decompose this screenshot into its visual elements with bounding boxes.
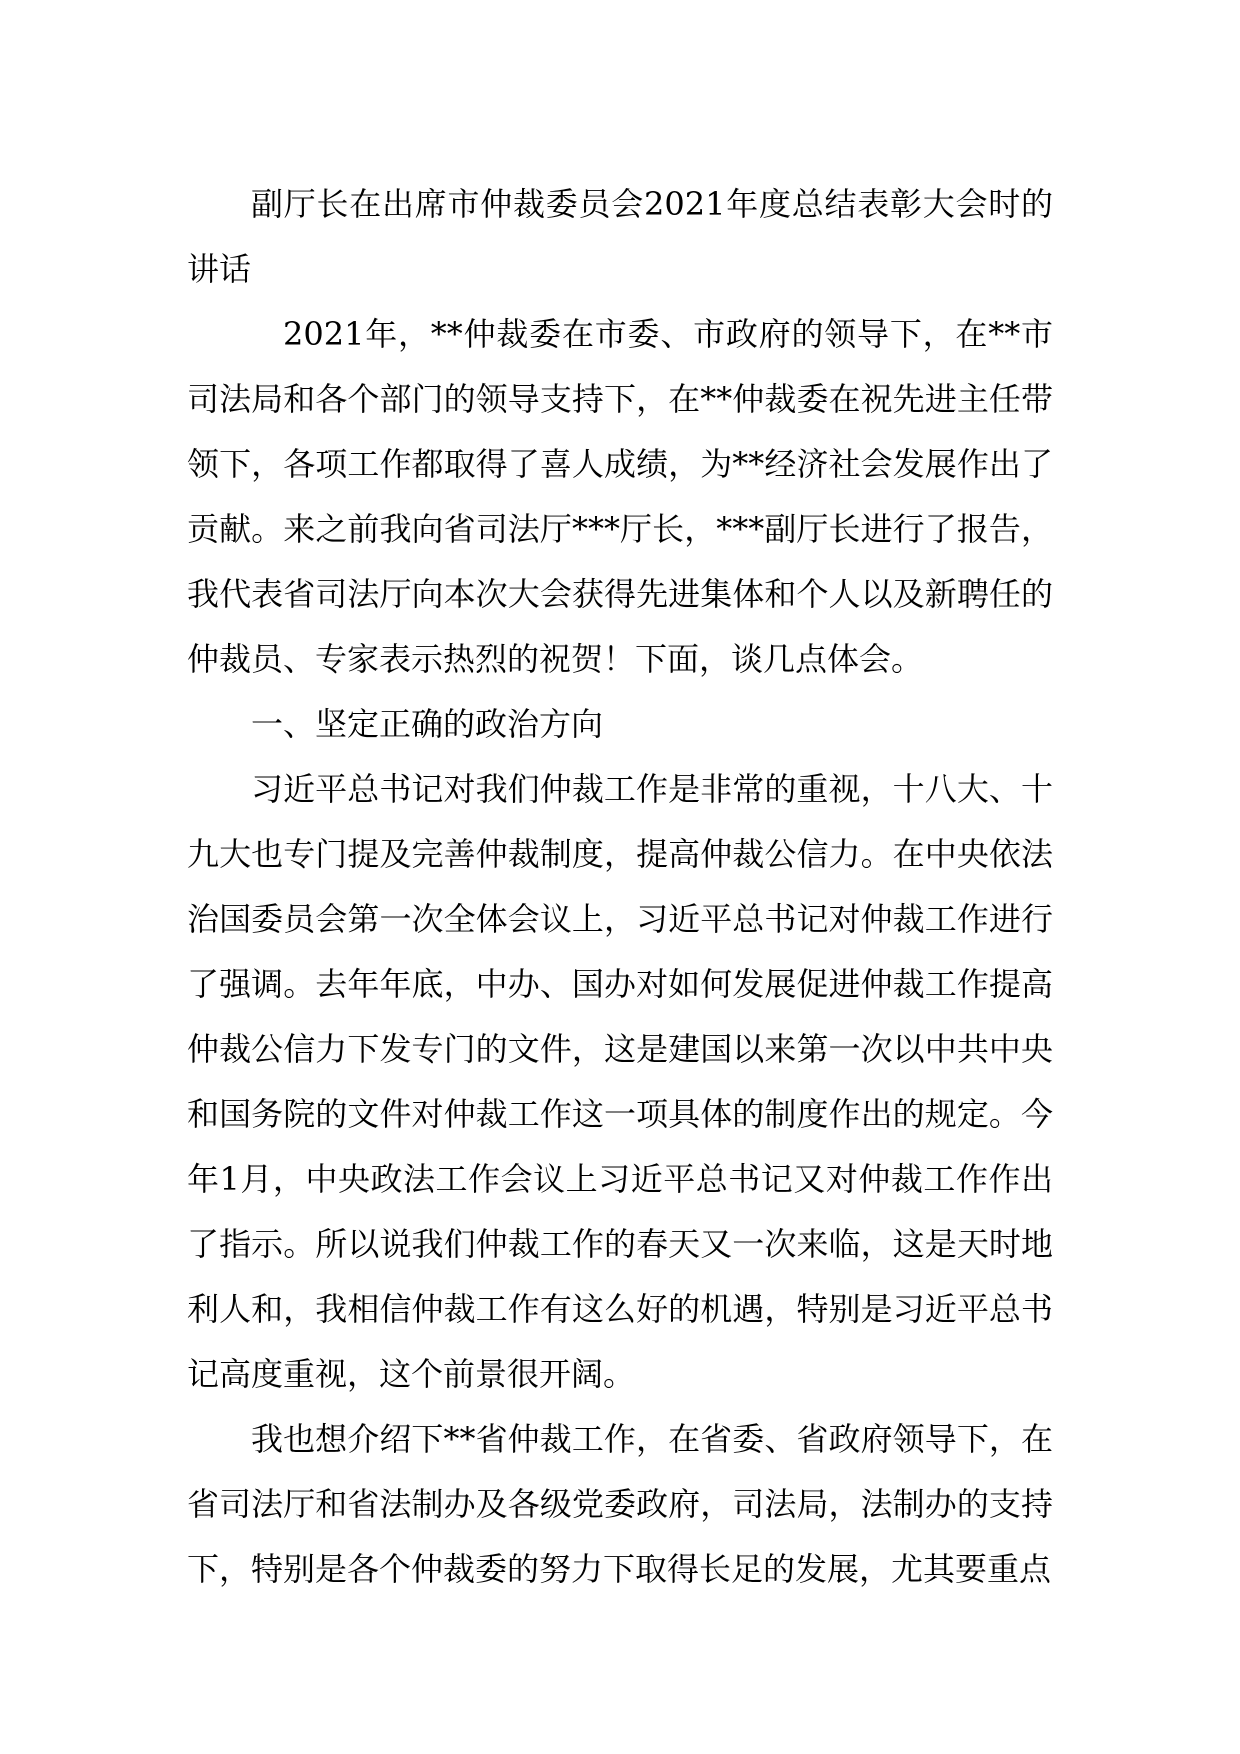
document-title: 副厅长在出席市仲裁委员会2021年度总结表彰大会时的讲话 xyxy=(187,185,1053,288)
document-body xyxy=(187,172,1053,1602)
paragraph: 我也想介绍下**省仲裁工作，在省委、省政府领导下，在省司法厅和省法制办及各级党委政府，司法局，法制办的支持下，特别是各个仲裁委的努力下取得长足的发展，尤其要重点 xyxy=(187,1420,1053,1588)
section-heading: 一、坚定正确的政治方向 xyxy=(251,705,604,743)
paragraph-intro: 2021年，**仲裁委在市委、市政府的领导下，在**市司法局和各个部门的领导支持下，在**仲裁委在祝先进主任带领下，各项工作都取得了喜人成绩，为**经济社会发展作出了贡献。来之前我向省司法厅***厅长，***副厅长进行了报告，我代表省司法厅向本次大会获得先进集体和个人以及新聘任的仲裁员、专家表示热烈的祝贺！下面，谈几点体会。 xyxy=(187,315,1053,678)
paragraph: 习近平总书记对我们仲裁工作是非常的重视，十八大、十九大也专门提及完善仲裁制度，提高仲裁公信力。在中央依法治国委员会第一次全体会议上，习近平总书记对仲裁工作进行了强调。去年年底，中办、国办对如何发展促进仲裁工作提高仲裁公信力下发专门的文件，这是建国以来第一次以中共中央和国务院的文件对仲裁工作这一项具体的制度作出的规定。今年1月，中央政法工作会议上习近平总书记又对仲裁工作作出了指示。所以说我们仲裁工作的春天又一次来临，这是天时地利人和，我相信仲裁工作有这么好的机遇，特别是习近平总书记高度重视，这个前景很开阔。 xyxy=(187,770,1053,1393)
